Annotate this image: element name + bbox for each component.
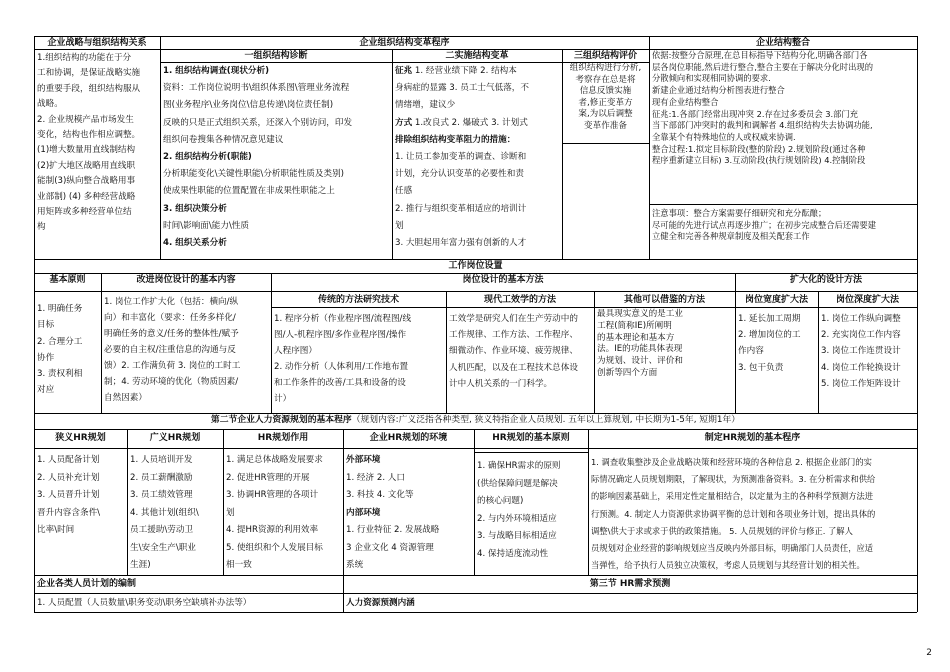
hr-principle-body	[474, 457, 588, 571]
text-line: 制；4. 劳动环境的优化（物质因素/	[104, 377, 239, 387]
text-line: 为规划、设计、评价和	[597, 356, 683, 367]
text-line: 的核心问题)	[477, 496, 524, 506]
narrow-hr-title: 狭义HR规划	[55, 433, 106, 443]
text-line: 构	[37, 222, 46, 233]
hr-plan-section-header	[34, 414, 917, 428]
text-line: 4. 保持适度流动性	[477, 548, 549, 559]
hr-env-body	[343, 451, 474, 571]
text-line: 的基本理论和基本方	[597, 332, 675, 343]
narrow-hr-body	[34, 451, 127, 571]
text-line: 1. 程序分析（作业程序图/流程图/线	[274, 314, 412, 324]
text-line: 向）和丰富化（要求：任务多样化/	[104, 313, 236, 323]
reform-title: 企业组织结构变革程序	[359, 38, 450, 48]
text-line: 4. 提HR资源的利用效率	[226, 525, 319, 535]
text-line: 法。IE的功能具体表现	[597, 344, 683, 355]
improve-title: 改进岗位设计的基本内容	[136, 275, 236, 285]
grid-vline	[160, 36, 161, 259]
evaluation-title: 三组织结构评价	[573, 51, 637, 61]
grid-vline	[594, 291, 595, 413]
expand-title: 扩大化的设计方法	[789, 275, 862, 285]
text-line: 5. 使组织和个人发展目标	[226, 542, 323, 553]
text-line: 馈）2. 工作满负荷 3. 岗位的工时工	[104, 361, 241, 371]
staff-plan-line: 1. 人员配置（人员数量\职务变动\职务空缺填补办法等）	[37, 598, 252, 608]
grid-hline	[562, 143, 649, 144]
grid-vline	[474, 429, 475, 575]
text-line: 3. 科技 4. 文化等	[346, 490, 414, 500]
text-line: 划	[226, 507, 235, 518]
text-line: 当下部部门冲突时的裁判和调解者 4.组织结构失去协调功能,	[652, 120, 873, 131]
text-line: 1. 岗位工作纵向调整	[821, 314, 901, 324]
grid-hline	[34, 413, 917, 414]
grid-hline	[34, 429, 917, 430]
text-line: 划	[395, 220, 404, 231]
integration-body	[649, 49, 917, 184]
text-line: 3. 与战略目标相适应	[477, 531, 557, 541]
text-line: 目标	[37, 320, 55, 331]
page-number: 2	[926, 648, 932, 659]
text-line: (1)增大数量用直线制结构	[37, 145, 136, 156]
grid-vline	[34, 36, 35, 612]
text-line: 任感	[395, 186, 413, 197]
text-line: 2. 促进HR管理的开展	[226, 472, 310, 483]
text-line: 2. 合理分工	[37, 336, 83, 347]
text-line: 3. 组织决策分析	[163, 203, 227, 214]
text-line: 4. 其他计划(组织\	[130, 507, 199, 518]
text-line: 资料：工作岗位说明书\组织体系图\管理业务流程	[163, 83, 350, 94]
text-line: 变化，结构也作相应调整。	[37, 130, 141, 141]
text-line: 方式 1.改良式 2. 爆破式 3. 计划式	[395, 117, 528, 128]
grid-hline	[34, 49, 917, 50]
evaluation-body	[562, 62, 649, 142]
width-expand-title: 岗位宽度扩大法	[744, 295, 808, 305]
text-line: 反映的只是正式组织关系，还深入个别访问，印发	[163, 117, 353, 128]
text-line: 2. 充实岗位工作内容	[821, 330, 901, 341]
text-line: 1. 满足总体战略发展要求	[226, 455, 323, 465]
text-line: 2. 组织结构分析(职能)	[163, 152, 252, 163]
text-line: 征兆 1. 经营业绩下降 2. 结构本	[395, 66, 517, 76]
hr-principle-title: HR规划的基本原则	[492, 433, 570, 443]
grid-hline	[34, 593, 917, 594]
diagnosis-body	[160, 62, 392, 256]
text-line: 工和协调，是保证战略实施	[37, 68, 141, 79]
text-line: 情绪增，建议少	[395, 100, 456, 111]
text-line: 信息反馈实施	[579, 86, 632, 97]
text-line: 必要的自主权/注重信息的沟通与反	[104, 345, 236, 355]
text-line: 行预测。4. 制定人力资源供求协调平衡的总计划和各项业务计划，提出具体的	[591, 508, 876, 519]
text-line: (供给保障问题是解决	[477, 478, 558, 489]
staff-plan-title: 企业各类人员计划的编制	[37, 579, 137, 589]
text-line: 3. 人员晋升计划	[37, 490, 100, 500]
grid-vline	[446, 291, 447, 413]
text-line: 生\安全生产\职业	[130, 542, 196, 553]
text-line: 身病症的显露 3. 员工士气低落，不	[395, 83, 529, 94]
other-title: 其他可以借鉴的方法	[623, 295, 705, 305]
modern-title: 现代工效学的方法	[483, 295, 556, 305]
text-line: 比率\时间	[37, 525, 75, 535]
grid-vline	[392, 49, 393, 259]
grid-hline	[34, 259, 917, 260]
grid-vline	[223, 429, 224, 575]
grid-vline	[917, 36, 918, 612]
implement-title: 二实施结构变革	[445, 51, 509, 61]
text-line: 层各岗位职能,然后进行整合,整合主要在于解决分化时出现的	[652, 61, 873, 72]
job-design-title: 工作岗位设置	[448, 261, 503, 271]
text-line: 3. 岗位工作连贯设计	[821, 346, 901, 357]
text-line: 调整\供大于求或求于供的政策措施。 5. 人员规划的评价与修正. 了解人	[591, 525, 853, 536]
text-line: 1. 延长加工周期	[738, 314, 801, 324]
width-expand-body	[735, 310, 818, 410]
text-line: 用矩阵或多种经营单位结	[37, 207, 132, 218]
text-line: 1. 调查收集整涉及企业战略决策和经营环境的各种信息 2. 根据企业部门的实	[591, 457, 872, 467]
text-line: 1. 岗位工作扩大化（包括：横向/纵	[104, 297, 239, 307]
text-line: (2)扩大地区战略用直线职	[37, 160, 136, 171]
grid-vline	[818, 291, 819, 413]
hr-env-title: 企业HR规划的环境	[369, 433, 448, 443]
text-line: 2. 推行与组织变革相适应的培训计	[395, 203, 527, 214]
text-line: 3. 责权利相	[37, 369, 83, 380]
text-line: 1. 经济 2. 人口	[346, 472, 405, 483]
text-line: 注意事项：整合方案需要仔细研究和充分酝酿；	[652, 208, 827, 218]
text-line: 3. 协调HR管理的各项计	[226, 490, 319, 500]
text-line: 和工作条件的改善/工具和设备的设	[274, 378, 406, 388]
text-line: 变革作准备	[584, 120, 627, 131]
grid-vline	[649, 36, 650, 259]
text-line: 1. 人员培训开发	[130, 455, 193, 465]
text-line: 3. 员工绩效管理	[130, 490, 193, 500]
text-line: 业部制) (4) 多种经营战略	[37, 191, 136, 202]
grid-hline	[34, 291, 917, 292]
grid-hline	[34, 612, 917, 613]
text-line: 自然因素）	[104, 393, 147, 403]
hr-plan-section-note: （规划内容:广义泛指各种类型, 狭义特指企业人员规划. 五年以上算规划, 中长期为1-5年, 短期1年）	[351, 415, 741, 425]
text-line: 1. 人员配备计划	[37, 455, 100, 465]
text-line: 征兆:1.各部门经常出现冲突 2.存在过多委员会 3.部门充	[652, 108, 859, 119]
text-line: 工作规律、工作方法、工作程序、	[449, 330, 578, 341]
text-line: 的重要手段，组织结构服从	[37, 83, 141, 94]
text-line: 人机匹配，以及在工程技术总体设	[449, 362, 578, 373]
text-line: 图(业务程序\业务岗位\信息传递\岗位责任制)	[163, 100, 334, 111]
grid-vline	[101, 273, 102, 413]
forecast-line: 人力资源预测内涵	[346, 598, 415, 608]
text-line: 时间\影响面\能力\性质	[163, 220, 250, 231]
text-line: 对应	[37, 385, 55, 396]
text-line: 1. 确保HR需求的原则	[477, 461, 561, 471]
text-line: 2. 动作分析（人体利用/工作地布置	[274, 362, 409, 372]
text-line: 新建企业通过结构分析图表进行整合	[652, 85, 785, 96]
integration-notice	[649, 207, 917, 252]
text-line: 1. 行业特征 2. 发展战略	[346, 525, 440, 535]
text-line: 分析职能变化\关键性职能\分析职能性质及类别)	[163, 169, 345, 180]
basic-principle-title: 基本原则	[49, 275, 86, 285]
text-line: 计）	[274, 394, 292, 404]
grid-vline	[588, 429, 589, 575]
text-line: 最具现实意义的是工业	[597, 309, 683, 319]
broad-hr-title: 广义HR规划	[149, 433, 201, 443]
text-line: 2. 员工薪酬激励	[130, 472, 193, 483]
grid-vline	[735, 273, 736, 413]
integration-title: 企业结构整合	[755, 38, 810, 48]
text-line: 图/人-机程序图/多作业程序图/操作	[274, 330, 407, 340]
text-line: 明确任务的意义/任务的整体性/赋予	[104, 329, 239, 339]
text-line: 1. 明确任务	[37, 304, 83, 314]
text-line: 2. 企业规模产品市场发生	[37, 114, 134, 125]
implement-body	[392, 62, 562, 256]
text-line: 3. 大胆起用年富力强有创新的人才	[395, 238, 527, 249]
text-line: 现有企业结构整合	[652, 96, 719, 107]
text-line: 系统	[346, 560, 364, 570]
text-line: 外部环境	[346, 455, 381, 465]
grid-hline	[34, 273, 917, 274]
modern-body	[446, 310, 594, 410]
text-line: 内部环境	[346, 507, 381, 518]
hr-role-body	[223, 451, 343, 571]
text-line: 晋升内容含条件\	[37, 507, 101, 518]
text-line: 员规划对企业经营的影响规划应当反映内外部目标，明确部门人员责任，应适	[591, 543, 874, 554]
text-line: 人程序图）	[274, 346, 317, 356]
grid-hline	[34, 575, 917, 576]
prefix-label: 征兆	[395, 66, 413, 76]
text-line: 战略。	[37, 99, 63, 110]
text-line: 3. 包干负责	[738, 362, 784, 373]
text-line: 1.组织结构的功能在于分	[37, 53, 132, 63]
broad-hr-body	[127, 451, 223, 571]
text-line: 2. 人员补充计划	[37, 472, 100, 483]
grid-vline	[343, 575, 344, 612]
formulate-body	[588, 453, 917, 571]
text-line: 立健全和完善各种规章制度及相关配套工作	[652, 231, 810, 242]
text-line: 生涯)	[130, 560, 151, 570]
text-line: 4. 组织关系分析	[163, 238, 227, 249]
text-line: 整合过程:1.拟定目标阶段(整的阶段) 2.规划阶段(通过各种	[652, 143, 866, 154]
text-line: 3 企业文化 4 资源管理	[346, 542, 434, 553]
text-line: 4. 岗位工作轮换设计	[821, 362, 901, 373]
depth-expand-title: 岗位深度扩大法	[835, 295, 899, 305]
text-line: 工效学是研究人们在生产劳动中的	[449, 314, 578, 324]
improve-body	[101, 293, 271, 410]
grid-vline	[562, 49, 563, 259]
text-line: 组织问卷搜集各种情况意见建议	[163, 134, 284, 145]
text-line: 1. 组织结构调查(现状分析)	[163, 66, 270, 76]
text-line: 创新等四个方面	[597, 367, 658, 378]
text-line: 程序重新建立目标) 3.互动阶段(执行规划阶段) 4.控制阶段	[652, 155, 866, 166]
traditional-title: 传统的方法研究技术	[317, 295, 399, 305]
text-line: 作内容	[738, 346, 764, 357]
text-line: 排除组织结构变革阻力的措施：	[395, 134, 516, 145]
text-line: 依据:按整分合原理,在总目标指导下结构分化,明确各部门各	[652, 50, 868, 60]
forecast-title: 第三节 HR需求预测	[589, 579, 671, 589]
text-line: 2. 增加岗位的工	[738, 330, 801, 341]
text-line: 分散倾向和实现相同协调的要求.	[652, 73, 771, 84]
text-line: 协作	[37, 352, 55, 363]
text-line: 的影响因素基础上，采用定性定量相结合，以定量为主的各种科学预测方法进	[591, 491, 874, 502]
grid-hline	[649, 204, 917, 205]
text-line: 员工援助\劳动卫	[130, 525, 194, 535]
grid-hline	[160, 62, 649, 63]
other-body	[594, 308, 735, 408]
text-line: 使成果性职能的位置配置在非成果性职能之上	[163, 186, 335, 197]
text-line: 组织结构进行分析,	[569, 63, 642, 73]
text-line: 1. 让员工参加变革的调查、诊断和	[395, 152, 527, 163]
text-line: 相一致	[226, 560, 252, 570]
diagnosis-title: 一组织结构诊断	[244, 51, 308, 61]
text-line: 尽可能的先进行试点再逐步推广；在初步完成整合后还需要建	[652, 219, 877, 230]
formulate-title: 制定HR规划的基本程序	[704, 433, 801, 443]
text-line: 2. 与内外环境相适应	[477, 513, 557, 524]
basic-principle-body	[34, 300, 101, 410]
text-line: 案,为以后调整	[578, 109, 633, 120]
grid-vline	[271, 273, 272, 413]
text-line: 细微动作、作业环境、疲劳规律、	[449, 346, 578, 357]
text-line: 工程(简称IE)所阐明	[597, 320, 672, 331]
method-title: 岗位设计的基本方法	[462, 275, 544, 285]
prefix-label: 方式	[395, 117, 413, 128]
text-line: 当弹性，给予执行人员独立决策权，考虑人员规划与其经营计划的相关性。	[591, 560, 865, 571]
text-line: 全靠某个有特殊地位的人或权威来协调.	[652, 131, 796, 142]
hr-plan-section-title: 第二节企业人力资源规划的基本程序	[210, 415, 352, 425]
traditional-body	[271, 310, 446, 410]
text-line: 计划，充分认识变革的必要性和责	[395, 169, 524, 180]
text-line: 者,修正变革方	[578, 97, 633, 108]
grid-vline	[127, 429, 128, 575]
text-line: 计中人机关系的一门科学。	[449, 378, 553, 389]
grid-vline	[343, 429, 344, 575]
grid-hline	[34, 448, 917, 449]
grid-hline	[474, 452, 588, 453]
depth-expand-body	[818, 310, 917, 410]
text-line: 能制(3)纵向整合战略用事	[37, 176, 136, 187]
text-line: 5. 岗位工作矩阵设计	[821, 378, 901, 389]
grid-hline	[34, 36, 917, 37]
strategy-title: 企业战略与组织结构关系	[47, 38, 147, 48]
hr-role-title: HR规划作用	[257, 433, 309, 443]
text-line: 际情况确定人员规划期限，了解现状，为预测准备资料。3. 在分析需求和供给	[591, 474, 876, 485]
strategy-body	[34, 50, 160, 255]
text-line: 考察存在总是将	[575, 74, 636, 85]
